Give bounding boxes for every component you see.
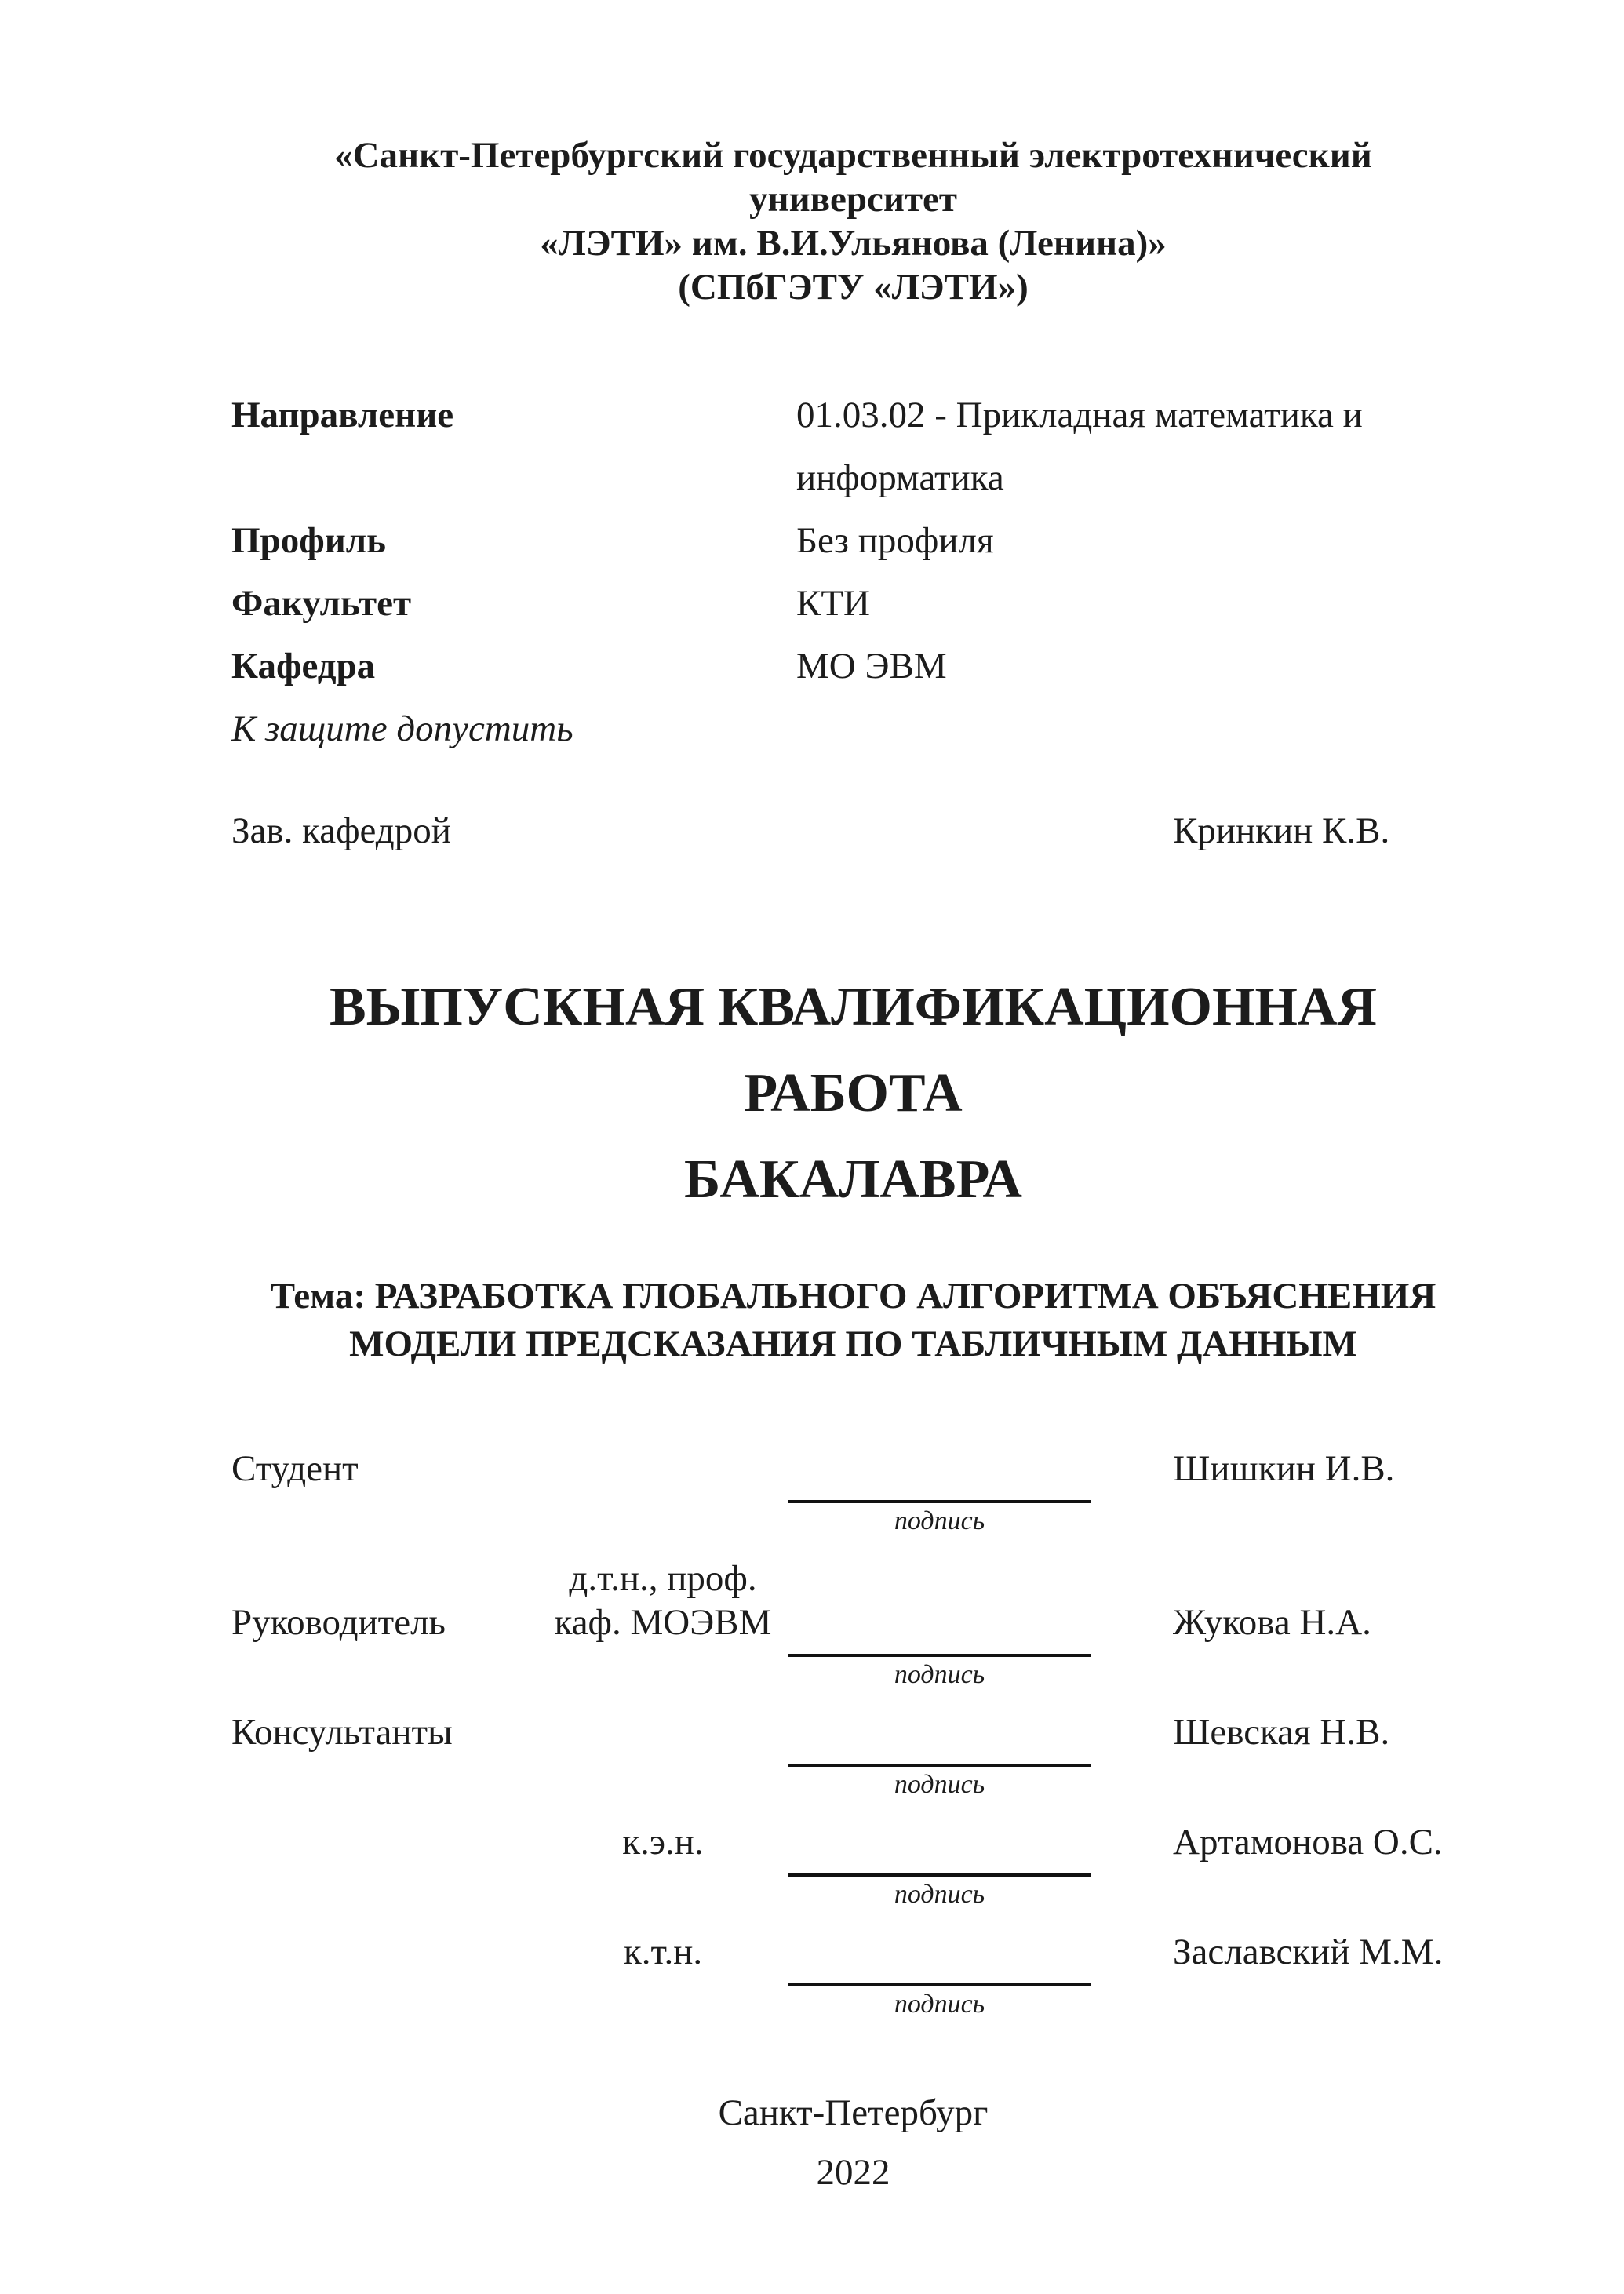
student-role-label: Студент: [231, 1448, 359, 1489]
profile-label: Профиль: [231, 520, 387, 561]
consultant-3-signature-field: [788, 1930, 1091, 2023]
head-of-department-name: Кринкин К.В.: [1173, 810, 1390, 851]
theme-line-1: Тема: РАЗРАБОТКА ГЛОБАЛЬНОГО АЛГОРИТМА ОБЪЯСНЕНИЯ: [270, 1276, 1436, 1316]
student-name: Шишкин И.В.: [1173, 1448, 1395, 1489]
signature-row-student: [231, 1447, 1475, 1539]
spacer: [788, 1930, 1091, 1983]
consultant-3-name: Заславский М.М.: [1173, 1932, 1444, 1972]
info-row-direction: [231, 384, 1475, 509]
signature-row-supervisor: [231, 1557, 1475, 1693]
footer-city: Санкт-Петербург: [718, 2092, 989, 2133]
supervisor-qualification-line-2: каф. МОЭВМ: [554, 1602, 772, 1643]
head-of-department-row: [231, 799, 1475, 862]
supervisor-qualification: [537, 1557, 788, 1693]
faculty-label: Факультет: [231, 583, 412, 624]
head-of-department-label: Зав. кафедрой: [231, 810, 451, 851]
direction-value: 01.03.02 - Прикладная математика и информатика: [796, 395, 1363, 498]
consultant-2-signature-field: [788, 1820, 1091, 1913]
main-title: [231, 964, 1475, 1223]
consultant-1-name: Шевская Н.В.: [1173, 1712, 1390, 1753]
profile-value: Без профиля: [796, 520, 994, 561]
consultant-3-qualification: к.т.н.: [623, 1932, 703, 1972]
university-abbreviation: (СПбГЭТУ «ЛЭТИ»): [678, 267, 1029, 308]
student-signature-field: [788, 1447, 1091, 1539]
department-label: Кафедра: [231, 646, 376, 686]
theme: [231, 1273, 1475, 1368]
consultants-role-label: Консультанты: [231, 1712, 453, 1753]
spacer: [788, 1710, 1091, 1764]
program-info-table: [231, 384, 1475, 760]
department-value: МО ЭВМ: [796, 646, 947, 686]
student-qualification: [537, 1447, 788, 1539]
info-row-profile: [231, 509, 1475, 572]
consultant-2-qualification: к.э.н.: [622, 1822, 704, 1863]
main-title-line-1: ВЫПУСКНАЯ КВАЛИФИКАЦИОННАЯ РАБОТА: [329, 977, 1378, 1123]
info-row-faculty: [231, 572, 1475, 635]
signature-caption: подпись: [894, 1660, 985, 1689]
spacer: [788, 1557, 1091, 1654]
consultant-1-signature-field: [788, 1710, 1091, 1803]
university-name-line-1: «Санкт-Петербургский государственный электротехнический университет: [334, 135, 1372, 220]
admission-note: К защите допустить: [231, 708, 573, 749]
spacer: [788, 1447, 1091, 1500]
consultant-2-name: Артамонова О.С.: [1173, 1822, 1443, 1863]
empty-role-cell: [231, 1930, 537, 2023]
spacer: [788, 1820, 1091, 1873]
faculty-value: КТИ: [796, 583, 870, 624]
info-row-department: [231, 635, 1475, 697]
signature-block: [231, 1447, 1475, 2023]
supervisor-signature-field: [788, 1557, 1091, 1693]
supervisor-name: Жукова Н.А.: [1173, 1602, 1371, 1643]
university-name-line-2: «ЛЭТИ» им. В.И.Ульянова (Ленина)»: [540, 223, 1167, 264]
footer: [231, 2083, 1475, 2202]
consultant-1-qualification: [537, 1710, 788, 1803]
theme-line-2: МОДЕЛИ ПРЕДСКАЗАНИЯ ПО ТАБЛИЧНЫМ ДАННЫМ: [349, 1324, 1357, 1364]
signature-row-consultant-3: [231, 1930, 1475, 2023]
signature-caption: подпись: [894, 1506, 985, 1535]
signature-caption: подпись: [894, 1880, 985, 1909]
university-header: [231, 133, 1475, 309]
footer-year: 2022: [816, 2152, 890, 2193]
signature-caption: подпись: [894, 1770, 985, 1799]
empty-role-cell: [231, 1820, 537, 1913]
direction-label: Направление: [231, 395, 454, 435]
signature-caption: подпись: [894, 1990, 985, 2019]
supervisor-role-label: Руководитель: [231, 1602, 446, 1643]
signature-row-consultant-2: [231, 1820, 1475, 1913]
main-title-line-2: БАКАЛАВРА: [684, 1149, 1022, 1210]
signature-row-consultant-1: [231, 1710, 1475, 1803]
supervisor-qualification-line-1: д.т.н., проф.: [569, 1558, 757, 1599]
